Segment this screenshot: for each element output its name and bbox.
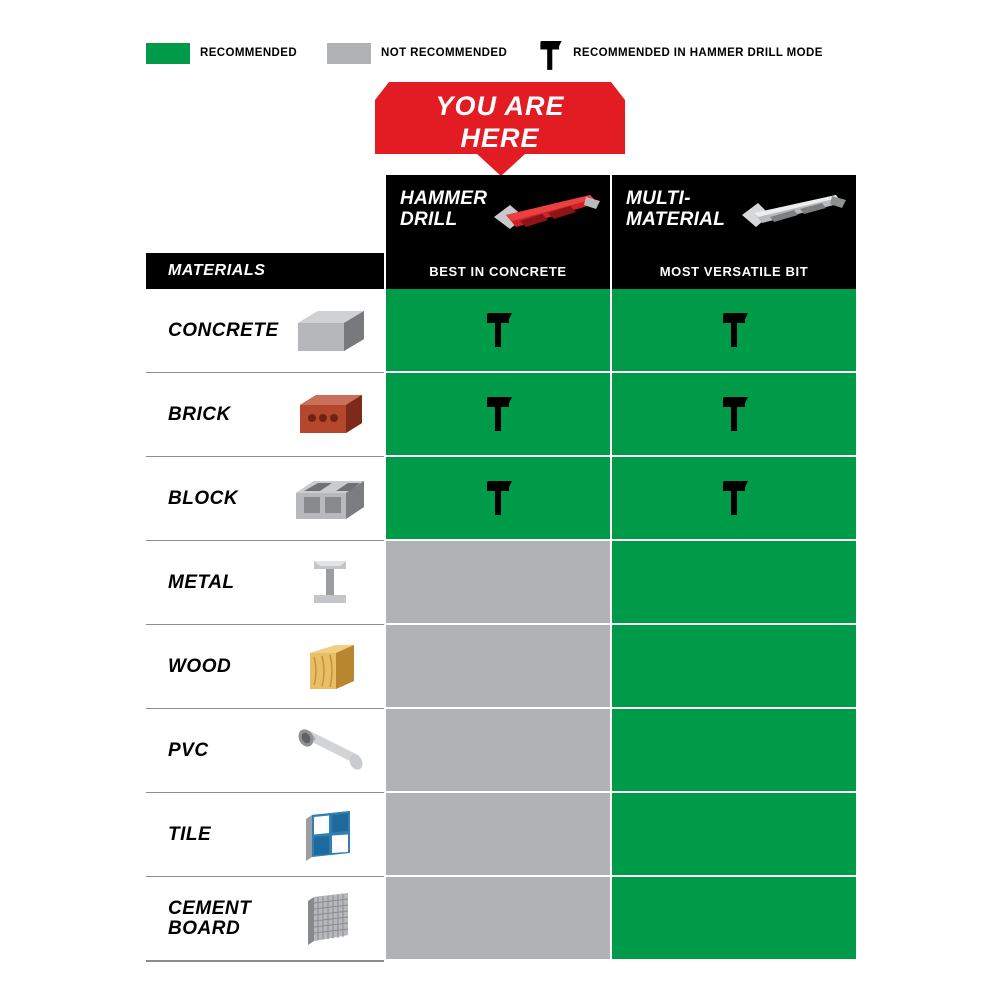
cell-hammer-drill-brick [384,373,610,457]
column-header-hammer-drill [384,175,610,253]
material-label: CONCRETE [168,319,279,341]
column-title-hammer-drill: HAMMER DRILL [400,188,488,230]
cell-multi-material-tile [610,793,856,877]
subtitle-hammer-drill: BEST IN CONCRETE [384,253,610,289]
cell-hammer-drill-concrete [384,289,610,373]
material-cell-tile [146,793,384,877]
table-header-subtitles [146,253,856,289]
cell-multi-material-metal [610,541,856,625]
cell-multi-material-block [610,457,856,541]
table-row [146,373,856,457]
hammer-drill-bit-icon [537,41,567,66]
cell-multi-material-pvc [610,709,856,793]
table-row [146,877,856,961]
material-cell-block [146,457,384,541]
material-label: WOOD [168,655,232,677]
table-row [146,709,856,793]
column-title-multi-material: MULTI- MATERIAL [626,188,726,230]
cell-hammer-drill-pvc [384,709,610,793]
legend-label-hammer-mode: RECOMMENDED IN HAMMER DRILL MODE [573,47,823,59]
banner-notch-left [375,82,389,100]
multi-material-bit-art [736,187,848,239]
banner-line-1: YOU ARE [435,91,565,121]
pvc-pipe-icon [292,721,368,781]
cell-hammer-drill-metal [384,541,610,625]
brick-icon [292,385,368,445]
column-header-multi-material [610,175,856,253]
hammer-drill-bit-icon [719,397,749,431]
cement-board-icon [292,889,368,949]
legend-item-not-recommended [327,43,507,64]
table-row [146,457,856,541]
concrete-block-icon [292,301,368,361]
material-cell-pvc [146,709,384,793]
you-are-here-banner [375,82,625,154]
cinder-block-icon [292,469,368,529]
table-bottom-divider [146,961,384,962]
banner-notch-right [611,82,625,100]
subtitle-multi-material: MOST VERSATILE BIT [610,253,856,289]
table-row [146,625,856,709]
hammer-drill-bit-icon [483,397,513,431]
legend-swatch-green [146,43,190,64]
steel-beam-icon [292,553,368,613]
banner-line-2: HERE [460,123,540,153]
material-label: BRICK [168,403,231,425]
material-label: METAL [168,571,235,593]
legend-label-recommended: RECOMMENDED [200,47,298,59]
cell-hammer-drill-block [384,457,610,541]
cell-hammer-drill-tile [384,793,610,877]
material-cell-wood [146,625,384,709]
legend-label-not-recommended: NOT RECOMMENDED [381,47,508,59]
legend [146,40,856,66]
material-cell-metal [146,541,384,625]
material-label: BLOCK [168,487,239,509]
table-row [146,289,856,373]
material-cell-concrete [146,289,384,373]
compatibility-table [146,175,856,961]
legend-item-recommended [146,43,297,64]
hammer-drill-bit-icon [719,313,749,347]
legend-item-hammer-mode [537,41,823,66]
cell-multi-material-concrete [610,289,856,373]
table-row [146,793,856,877]
hammer-drill-bit-icon [483,313,513,347]
cell-hammer-drill-cement-board [384,877,610,961]
materials-header: MATERIALS [146,253,384,289]
material-label: TILE [168,823,212,845]
table-row [146,541,856,625]
banner-pointer [477,154,525,176]
hammer-drill-bit-icon [483,481,513,515]
material-cell-cement-board [146,877,384,961]
header-blank-cell [146,175,384,253]
cell-multi-material-wood [610,625,856,709]
hammer-drill-bit-icon [719,481,749,515]
material-cell-brick [146,373,384,457]
material-label: PVC [168,739,209,761]
hammer-drill-bit-art [490,187,602,239]
cell-hammer-drill-wood [384,625,610,709]
tile-icon [292,805,368,865]
cell-multi-material-brick [610,373,856,457]
legend-swatch-gray [327,43,371,64]
cell-multi-material-cement-board [610,877,856,961]
table-header-products [146,175,856,253]
material-label: CEMENT BOARD [168,897,252,939]
wood-block-icon [292,637,368,697]
